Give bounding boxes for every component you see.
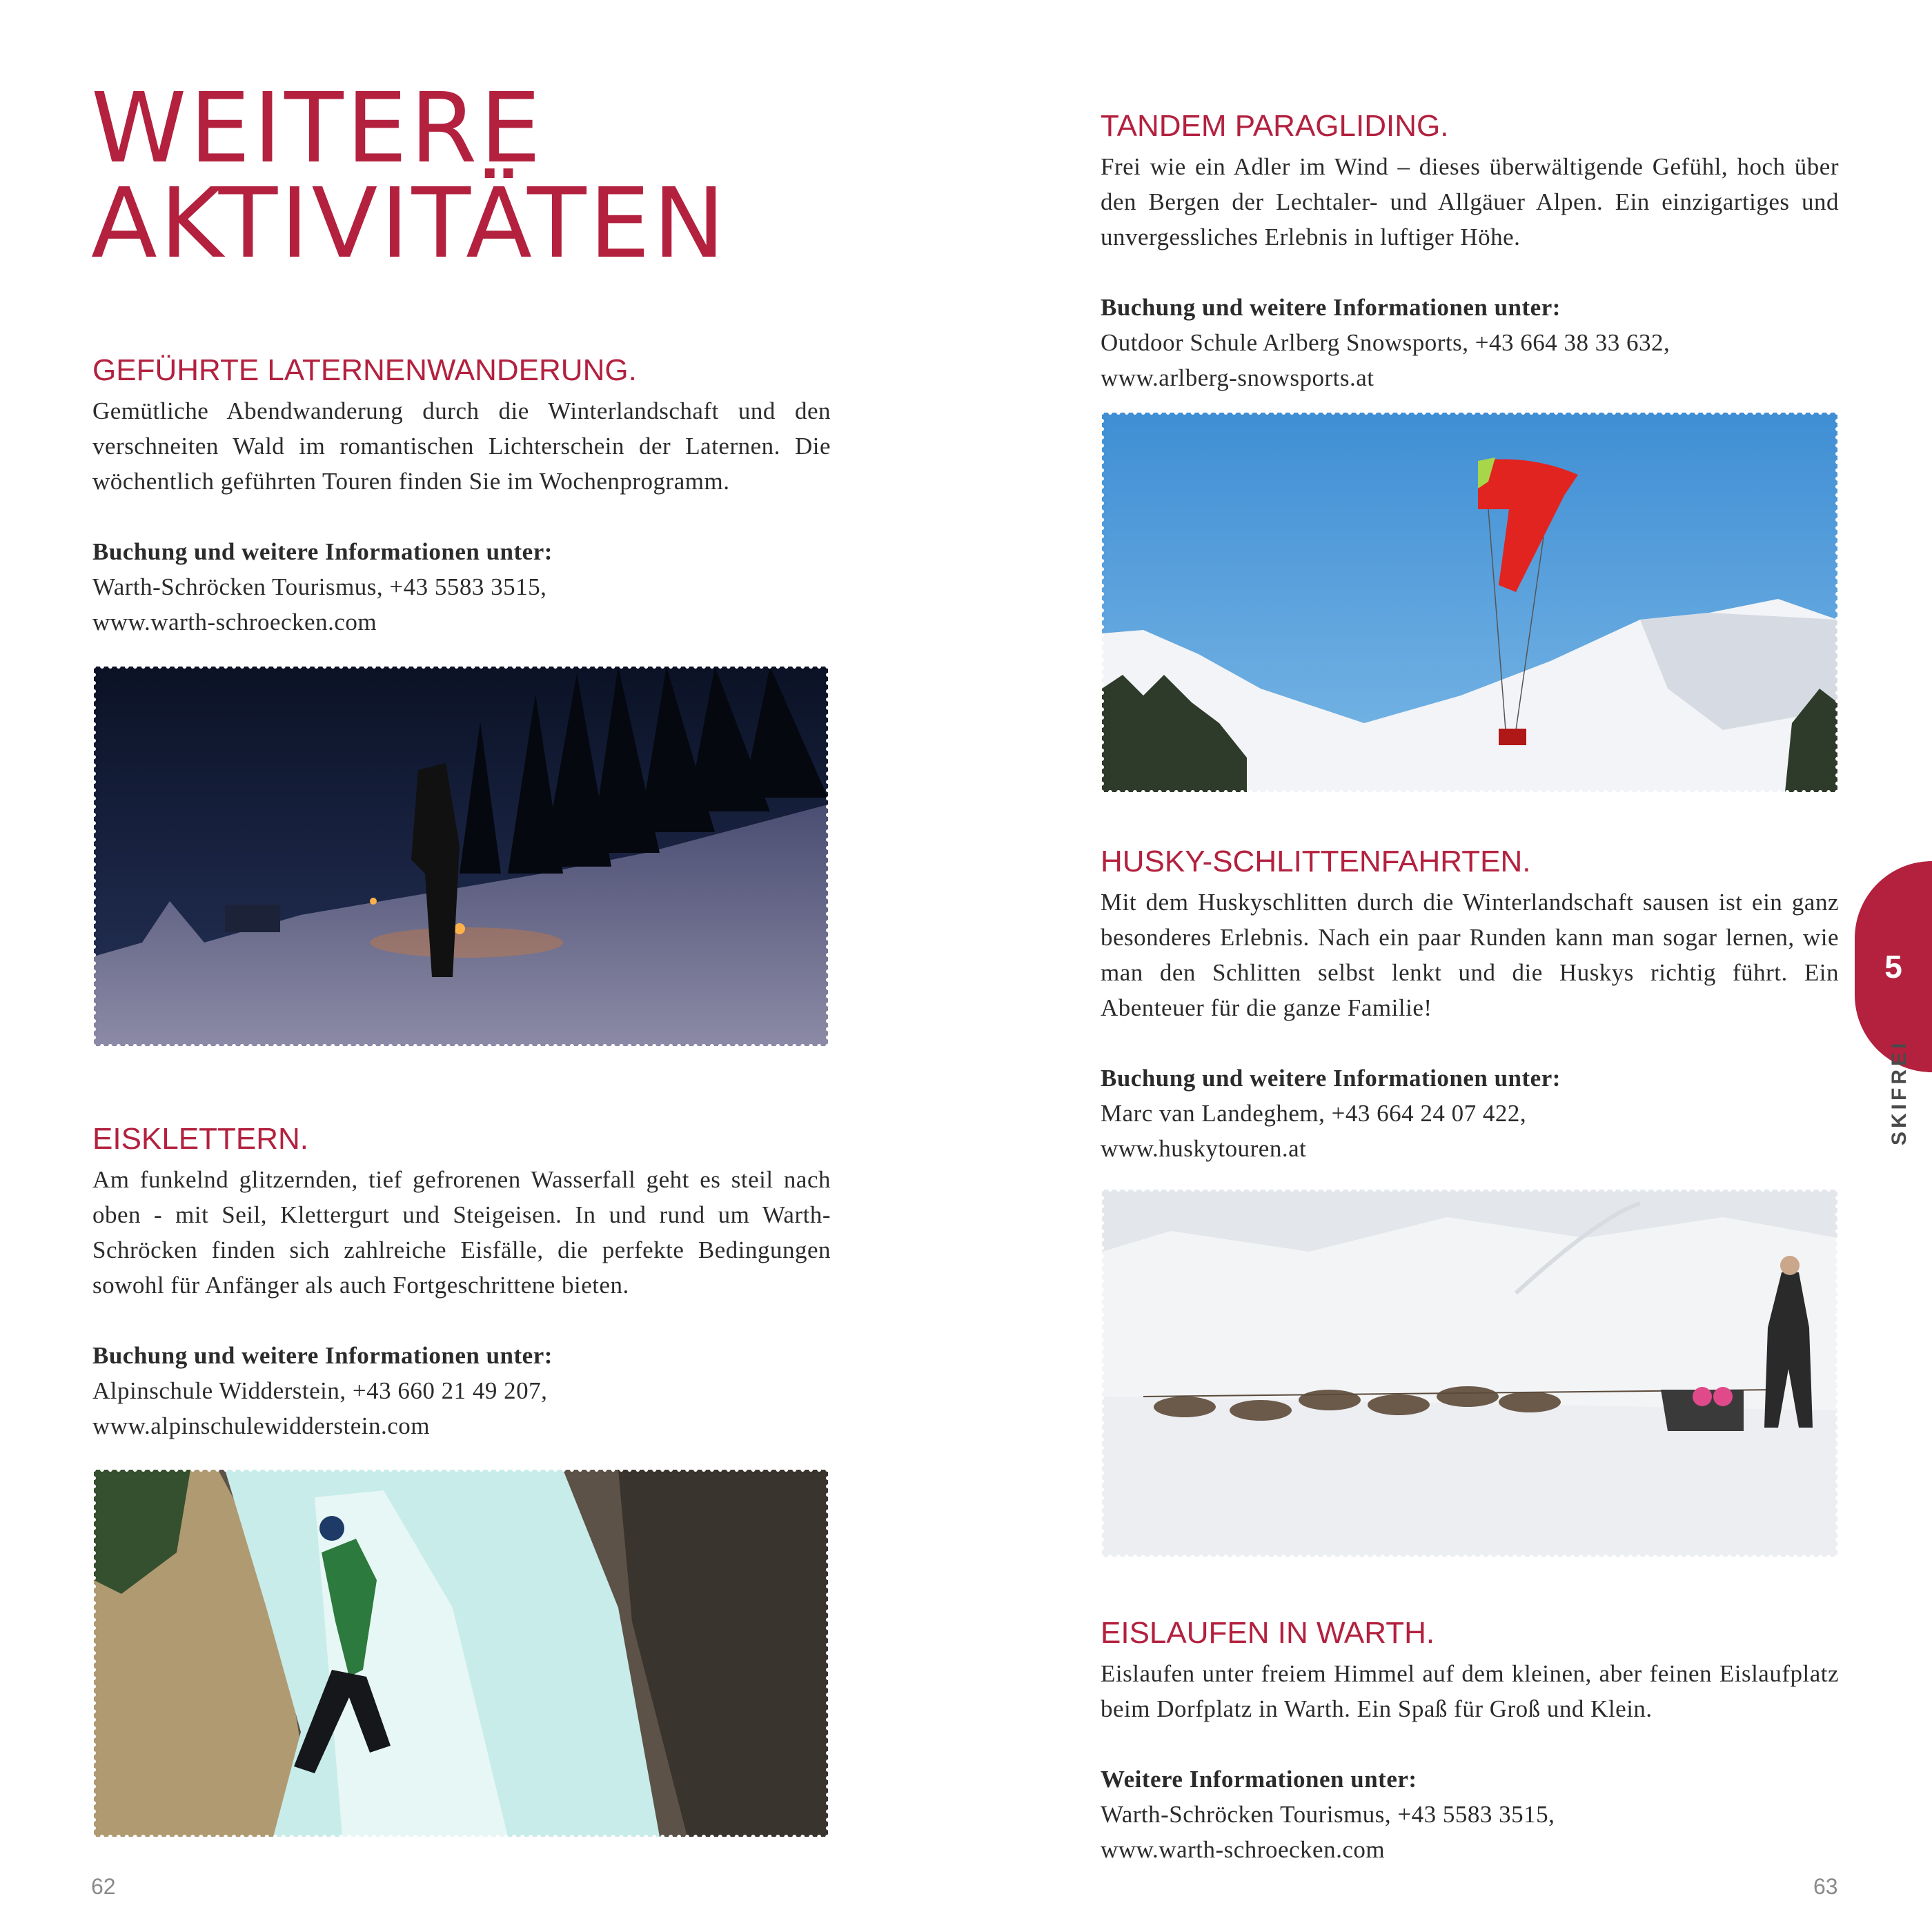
section-heading: HUSKY-SCHLITTENFAHRTEN. bbox=[1101, 845, 1531, 878]
info-heading: Buchung und weitere Informationen unter: bbox=[92, 1342, 553, 1369]
photo-paragliding bbox=[1102, 413, 1837, 792]
section-heading: GEFÜHRTE LATERNENWANDERUNG. bbox=[92, 353, 637, 387]
website-link[interactable]: www.warth-schroecken.com bbox=[92, 609, 377, 635]
page-title-line-1: WEITERE bbox=[91, 72, 544, 185]
page-number-right: 63 bbox=[1813, 1874, 1838, 1899]
contact-line: Alpinschule Widderstein, +43 660 21 49 207, bbox=[92, 1377, 548, 1404]
section-description: Frei wie ein Adler im Wind – dieses überwältigende Gefühl, hoch über den Bergen der Lechtaler- und Allgäuer Alpen. Ein einzigartiges und unvergessliches Erlebnis in luftiger Höhe. bbox=[1101, 153, 1839, 250]
chapter-number: 5 bbox=[1884, 949, 1902, 985]
contact-line: Marc van Landeghem, +43 664 24 07 422, bbox=[1101, 1100, 1527, 1127]
page-number-left: 62 bbox=[91, 1874, 116, 1899]
website-link[interactable]: www.arlberg-snowsports.at bbox=[1101, 364, 1374, 391]
page-title-line-2: AKTIVITÄTEN bbox=[91, 168, 728, 280]
info-heading: Buchung und weitere Informationen unter: bbox=[1101, 1065, 1561, 1092]
section-description: Am funkelnd glitzernden, tief gefrorenen Wasserfall geht es steil nach oben - mit Seil, Klettergurt und Steigeisen. In und rund um Warth-Schröcken finden sich zahlreiche Eisfälle, die perfekte Bedingungen sowohl für Anfänger als auch Fortgeschrittene bieten. bbox=[92, 1166, 831, 1299]
section-description: Mit dem Huskyschlitten durch die Winterlandschaft sausen ist ein ganz besonderes Erlebnis. Nach ein paar Runden kann man sogar lernen, wie man den Schlitten selbst lenkt und die Huskys richtig führt. Ein Abenteuer für die ganze Familie! bbox=[1101, 889, 1839, 1021]
contact-line: Warth-Schröcken Tourismus, +43 5583 3515, bbox=[1101, 1801, 1555, 1828]
website-link[interactable]: www.huskytouren.at bbox=[1101, 1135, 1307, 1162]
info-heading: Buchung und weitere Informationen unter: bbox=[1101, 294, 1561, 321]
section-paragliding bbox=[1101, 108, 1839, 395]
section-laternenwanderung bbox=[92, 352, 831, 640]
photo-lantern-hike bbox=[94, 667, 828, 1046]
section-description: Eislaufen unter freiem Himmel auf dem kleinen, aber feinen Eislaufplatz beim Dorfplatz in Warth. Ein Spaß für Groß und Klein. bbox=[1101, 1660, 1839, 1722]
section-eisklettern bbox=[92, 1121, 831, 1443]
photo-husky-sled bbox=[1102, 1190, 1837, 1557]
section-husky bbox=[1101, 843, 1839, 1166]
section-description: Gemütliche Abendwanderung durch die Winterlandschaft und den verschneiten Wald im romantischen Lichterschein der Laternen. Die wöchentlich geführten Touren finden Sie im Wochenprogramm. bbox=[92, 397, 831, 495]
section-heading: TANDEM PARAGLIDING. bbox=[1101, 109, 1449, 143]
website-link[interactable]: www.warth-schroecken.com bbox=[1101, 1836, 1386, 1863]
info-heading: Weitere Informationen unter: bbox=[1101, 1766, 1417, 1793]
photo-ice-climbing bbox=[94, 1470, 828, 1837]
website-link[interactable]: www.alpinschulewidderstein.com bbox=[92, 1412, 431, 1439]
section-eislaufen bbox=[1101, 1615, 1839, 1867]
section-heading: EISKLETTERN. bbox=[92, 1122, 308, 1156]
section-heading: EISLAUFEN IN WARTH. bbox=[1101, 1616, 1435, 1650]
page-title bbox=[91, 72, 781, 280]
contact-line: Outdoor Schule Arlberg Snowsports, +43 664 38 33 632, bbox=[1101, 329, 1670, 356]
chapter-label: SKIFREI bbox=[1888, 1039, 1911, 1145]
contact-line: Warth-Schröcken Tourismus, +43 5583 3515, bbox=[92, 573, 547, 600]
info-heading: Buchung und weitere Informationen unter: bbox=[92, 538, 553, 565]
